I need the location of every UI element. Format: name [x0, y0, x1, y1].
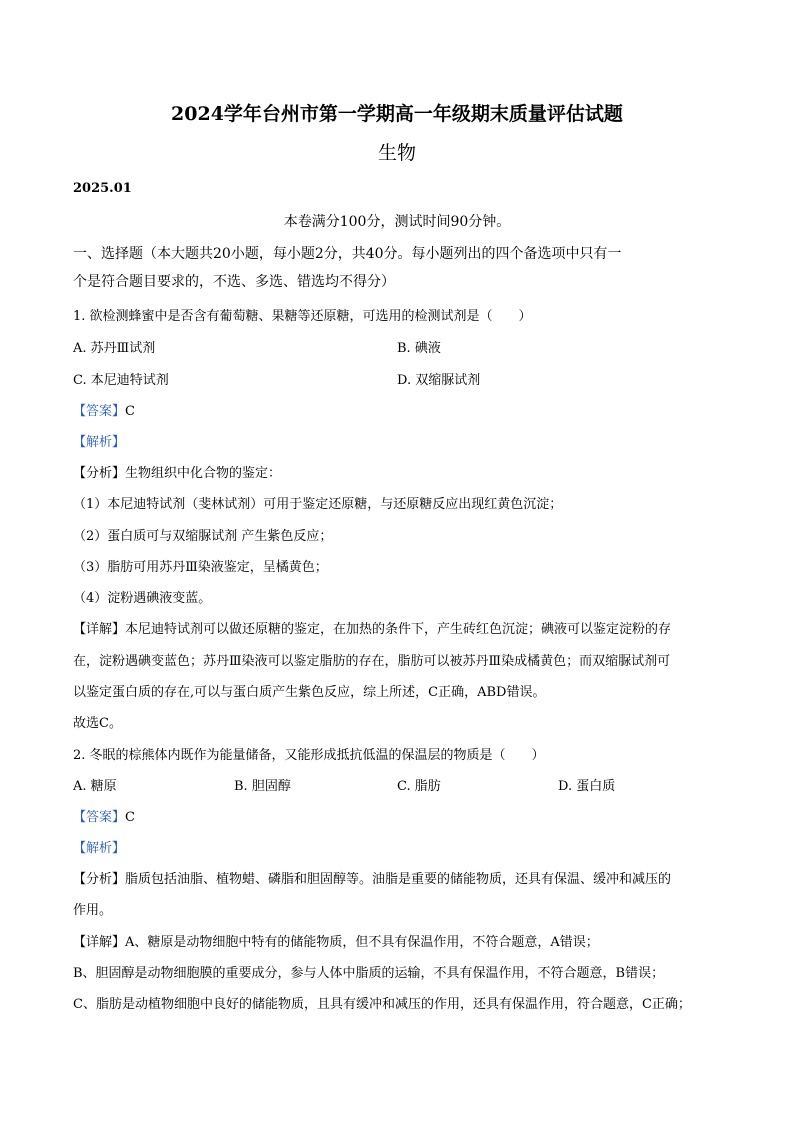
q1-answer-label: 【答案】	[73, 404, 126, 419]
q1-detail-line3: 以鉴定蛋白质的存在,可以与蛋白质产生紫色反应，综上所述，C正确，ABD错误。	[73, 685, 546, 700]
q2-answer	[73, 806, 135, 825]
q2-answer-label: 【答案】	[73, 810, 126, 825]
q2-analysis-line2: 作用。	[73, 903, 113, 918]
q1-point-3: （3）脂肪可用苏丹Ⅲ染液鉴定，呈橘黄色；	[73, 560, 328, 575]
q1-point-4: （4）淀粉遇碘液变蓝。	[73, 591, 212, 606]
q2-detail-a: 【详解】A、糖原是动物细胞中特有的储能物质，但不具有保温作用，不符合题意，A错误；	[73, 935, 599, 950]
q2-analysis-line1: 【分析】脂质包括油脂、植物蜡、磷脂和胆固醇等。油脂是重要的储能物质，还具有保温、缓冲和减压的	[73, 872, 672, 887]
page-title: 2024学年台州市第一学期高一年级期末质量评估试题	[171, 103, 623, 125]
q1-point-1: （1）本尼迪特试剂（斐林试剂）可用于鉴定还原糖，与还原糖反应出现红黄色沉淀；	[73, 497, 563, 512]
q1-answer	[73, 400, 135, 419]
q2-answer-value: C	[125, 810, 135, 825]
q1-analysis-label: 【解析】	[73, 435, 126, 450]
q1-option-c: C. 本尼迪特试剂	[73, 373, 169, 388]
q2-option-b: B. 胆固醇	[234, 779, 291, 794]
subject-title: 生物	[377, 142, 416, 164]
section-heading-line1: 一、选择题（本大题共20小题，每小题2分，共40分。每小题列出的四个备选项中只有一	[73, 246, 622, 262]
q1-detail-line1: 【详解】本尼迪特试剂可以做还原糖的鉴定，在加热的条件下，产生砖红色沉淀；碘液可以鉴定淀粉的存	[73, 622, 672, 637]
q2-detail-c: C、脂肪是动植物细胞中良好的储能物质，且具有缓冲和减压的作用，还具有保温作用，符合题意，C正确；	[73, 997, 691, 1012]
q2-stem: 2. 冬眠的棕熊体内既作为能量储备，又能形成抵抗低温的保温层的物质是（ ）	[73, 748, 545, 763]
q1-option-d: D. 双缩脲试剂	[397, 373, 481, 388]
q1-point-2: （2）蛋白质可与双缩脲试剂 产生紫色反应；	[73, 529, 333, 544]
q1-analysis-intro: 【分析】生物组织中化合物的鉴定：	[73, 466, 282, 481]
q2-option-d: D. 蛋白质	[558, 779, 616, 794]
q1-detail-line2: 在，淀粉遇碘变蓝色；苏丹Ⅲ染液可以鉴定脂肪的存在，脂肪可以被苏丹Ⅲ染成橘黄色；而双缩脲试剂可	[73, 654, 671, 669]
q2-option-a: A. 糖原	[73, 779, 117, 794]
q1-conclusion: 故选C。	[73, 716, 122, 731]
q1-option-a: A. 苏丹Ⅲ试剂	[73, 341, 156, 356]
exam-date: 2025.01	[73, 181, 132, 196]
q2-detail-b: B、胆固醇是动物细胞膜的重要成分，参与人体中脂质的运输，不具有保温作用，不符合题意，B错误；	[73, 966, 665, 981]
q1-option-b: B. 碘液	[397, 341, 441, 356]
q1-stem: 1. 欲检测蜂蜜中是否含有葡萄糖、果糖等还原糖，可选用的检测试剂是（ ）	[73, 309, 532, 324]
exam-note: 本卷满分100分，测试时间90分钟。	[283, 214, 511, 230]
q1-answer-value: C	[125, 404, 135, 419]
section-heading-line2: 个是符合题目要求的，不选、多选、错选均不得分）	[73, 274, 395, 290]
q2-option-c: C. 脂肪	[397, 779, 441, 794]
q2-analysis-label: 【解析】	[73, 841, 126, 856]
